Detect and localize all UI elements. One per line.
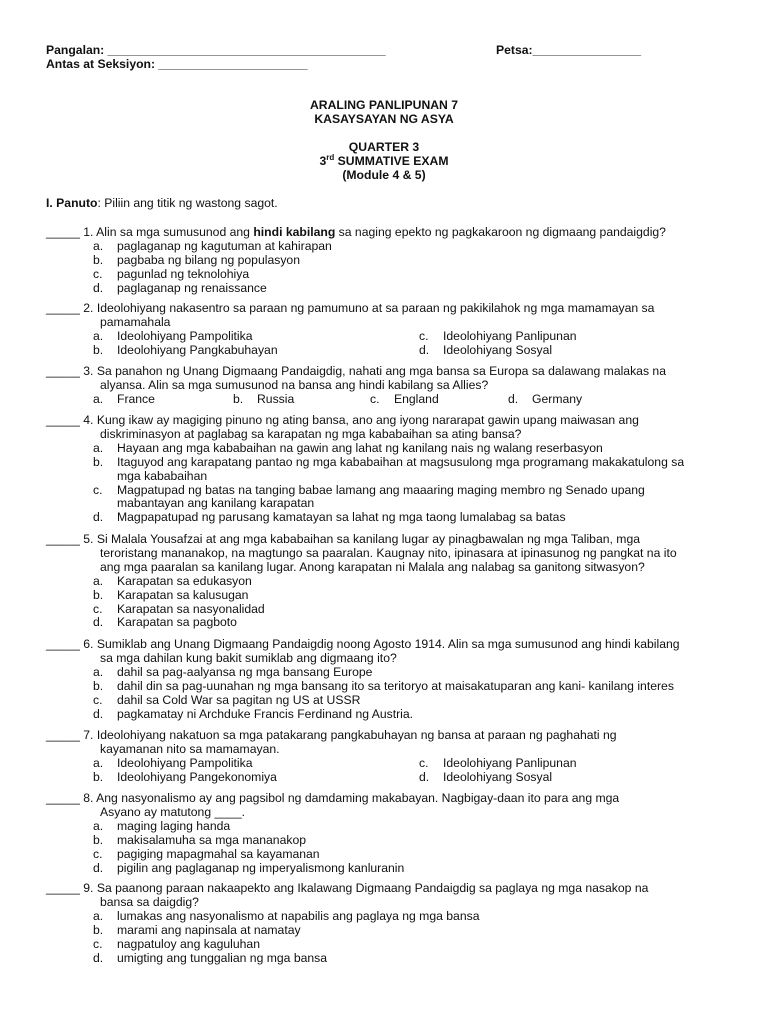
option-b: b. pagbaba ng bilang ng populasyon bbox=[93, 252, 300, 267]
option-c: c. nagpatuloy ang kaguluhan bbox=[93, 936, 260, 951]
option-c: c. pagunlad ng teknolohiya bbox=[93, 266, 250, 281]
question-2: _____ 2. Ideolohiyang nakasentro sa paraan ng pamumuno at sa paraan ng pakikilahok ng mga mamamayan sa pamamahala a. Ideolohiyang Pampolitika c. Ideolohiyang Panlipunan b. Ideolohiyang Pangkabuhayan d. Ideolohiyang Sosyal bbox=[46, 302, 746, 358]
subject-title: ARALING PANLIPUNAN 7 bbox=[309, 98, 459, 112]
option-a: a. paglaganap ng kagutuman at kahirapan bbox=[93, 238, 332, 253]
option-d: d. pagkamatay ni Archduke Francis Ferdinand ng Austria. bbox=[93, 706, 414, 721]
instructions: I. Panuto: Piliin ang titik ng wastong sagot. bbox=[46, 196, 278, 210]
option-b: b. makisalamuha sa mga mananakop bbox=[93, 832, 307, 847]
option-a: a. maging laging handa bbox=[93, 818, 231, 833]
option-a: a. Hayaan ang mga kababaihan na gawin ang lahat ng kanilang nais ng walang reserbasyon bbox=[93, 440, 603, 455]
option-c: c. Magpatupad ng batas na tanging babae lamang ang maaaring maging membro ng Senado upang bbox=[93, 482, 645, 497]
option-a: a. Karapatan sa edukasyon bbox=[93, 573, 252, 588]
exam-label: 3rd SUMMATIVE EXAM bbox=[319, 152, 449, 168]
subject-subtitle: KASAYSAYAN NG ASYA bbox=[314, 112, 454, 126]
option-d: d. Magpapatupad ng parusang kamatayan sa lahat ng mga taong lumalabag sa batas bbox=[93, 510, 566, 525]
name-field-label: Pangalan: _________________________________________ bbox=[46, 43, 386, 57]
question-1: _____ 1. Alin sa mga sumusunod ang hindi kabilang sa naging epekto ng pagkakaroon ng digmaang pandaigdig? a. paglaganap ng kagutuman at kahirapan b. pagbaba ng bilang ng populasyon c. pagunlad ng teknolohiya d. paglaganap ng renaissance bbox=[46, 226, 746, 296]
option-c: c. Ideolohiyang Panlipunan bbox=[419, 328, 577, 343]
option-d: d. umigting ang tunggalian ng mga bansa bbox=[93, 950, 328, 965]
option-d: d. Karapatan sa pagboto bbox=[93, 615, 237, 630]
question-5: _____ 5. Si Malala Yousafzai at ang mga kababaihan sa kanilang lugar ay pinagbawalan ng mga Taliban, mga teroristang mananakop, na magtungo sa paaralan. Kaugnay nito, ipinasara at ipinasunog ng pangkat na ito ang mga paaralan sa kanilang lugar. Anong karapatan ni Malala ang nalabag sa ganitong sitwasyon? a. Karapatan sa edukasyon b. Karapatan sa kalusugan c. Karapatan sa nasyonalidad d. Karapatan sa pagboto bbox=[46, 533, 746, 630]
question-3: _____ 3. Sa panahon ng Unang Digmaang Pandaigdig, nahati ang mga bansa sa Europa sa dalawang malakas na alyansa. Alin sa mga sumusunod na bansa ang hindi kabilang sa Allies? a. France b. Russia c. England d. Germany bbox=[46, 365, 746, 407]
option-b-continued: mga kababaihan bbox=[117, 468, 208, 483]
option-d: d. pigilin ang paglaganap ng imperyalismong kanluranin bbox=[93, 860, 405, 875]
option-b: b. Ideolohiyang Pangekonomiya bbox=[93, 769, 277, 784]
option-a: a. lumakas ang nasyonalismo at napabilis ang paglaya ng mga bansa bbox=[93, 908, 480, 923]
option-b: b. Karapatan sa kalusugan bbox=[93, 587, 249, 602]
question-9: _____ 9. Sa paanong paraan nakaapekto ang Ikalawang Digmaang Pandaigdig sa paglaya ng mga nasakop na bansa sa daigdig? a. lumakas ang nasyonalismo at napabilis ang paglaya ng mga bansa b. marami ang napinsala at namatay c. nagpatuloy ang kaguluhan d. umigting ang tunggalian ng mga bansa bbox=[46, 882, 746, 965]
option-c-continued: mabantayan ang kanilang karapatan bbox=[117, 496, 315, 511]
option-b: b. marami ang napinsala at namatay bbox=[93, 922, 301, 937]
date-field-label: Petsa:________________ bbox=[496, 43, 642, 57]
option-d: d. paglaganap ng renaissance bbox=[93, 280, 267, 295]
option-d: d. Ideolohiyang Sosyal bbox=[419, 769, 553, 784]
option-c: c. Karapatan sa nasyonalidad bbox=[93, 601, 265, 616]
option-a: a. Ideolohiyang Pampolitika bbox=[93, 755, 253, 770]
option-a: a. dahil sa pag-aalyansa ng mga bansang Europe bbox=[93, 664, 373, 679]
option-d: d. Ideolohiyang Sosyal bbox=[419, 342, 553, 357]
question-8: _____ 8. Ang nasyonalismo ay ang pagsibol ng damdaming makabayan. Nagbigay-daan ito para ang mga Asyano ay matutong ____. a. maging laging handa b. makisalamuha sa mga mananakop c. pagiging mapagmahal sa kayamanan d. pigilin ang paglaganap ng imperyalismong kanluranin bbox=[46, 792, 746, 875]
option-c: c. Ideolohiyang Panlipunan bbox=[419, 755, 577, 770]
option-b: b. Itaguyod ang karapatang pantao ng mga kababaihan at magsusulong mga programang makakatulong sa bbox=[93, 454, 685, 469]
option-row: a. France b. Russia c. England d. Germany bbox=[93, 391, 583, 406]
option-a: a. Ideolohiyang Pampolitika bbox=[93, 328, 253, 343]
question-6: _____ 6. Sumiklab ang Unang Digmaang Pandaigdig noong Agosto 1914. Alin sa mga sumusunod ang hindi kabilang sa mga dahilan kung bakit sumiklab ang digmaang ito? a. dahil sa pag-aalyansa ng mga bansang Europe b. dahil din sa pag-uunahan ng mga bansang ito sa teritoryo at maisakatuparan ang kani- kanilang interes c. dahil sa Cold War sa pagitan ng US at USSR d. pagkamatay ni Archduke Francis Ferdinand ng Austria. bbox=[46, 638, 746, 721]
question-7: _____ 7. Ideolohiyang nakatuon sa mga patakarang pangkabuhayan ng bansa at paraan ng paghahati ng kayamanan nito sa mamamayan. a. Ideolohiyang Pampolitika c. Ideolohiyang Panlipunan b. Ideolohiyang Pangekonomiya d. Ideolohiyang Sosyal bbox=[46, 729, 746, 785]
option-b: b. dahil din sa pag-uunahan ng mga bansang ito sa teritoryo at maisakatuparan ang kani- kanilang interes bbox=[93, 678, 674, 693]
option-c: c. dahil sa Cold War sa pagitan ng US at USSR bbox=[93, 692, 361, 707]
quarter-label: QUARTER 3 bbox=[348, 140, 420, 154]
option-c: c. pagiging mapagmahal sa kayamanan bbox=[93, 846, 320, 861]
module-label: (Module 4 & 5) bbox=[342, 168, 426, 182]
option-b: b. Ideolohiyang Pangkabuhayan bbox=[93, 342, 278, 357]
question-4: _____ 4. Kung ikaw ay magiging pinuno ng ating bansa, ano ang iyong nararapat gawin upang maiwasan ang diskriminasyon at paglabag sa karapatan ng mga kababaihan sa ating bansa? a. Hayaan ang mga kababaihan na gawin ang lahat ng kanilang nais ng walang reserbasyon b. Itaguyod ang karapatang pantao ng mga kababaihan at magsusulong mga programang makakatulong sa mga kababaihan c. Magpatupad ng batas na tanging babae lamang ang maaaring maging membro ng Senado upang mabantayan ang kanilang karapatan d. Magpapatupad ng parusang kamatayan sa lahat ng mga taong lumalabag sa batas bbox=[46, 414, 746, 525]
section-field-label: Antas at Seksiyon: ______________________ bbox=[46, 57, 308, 71]
